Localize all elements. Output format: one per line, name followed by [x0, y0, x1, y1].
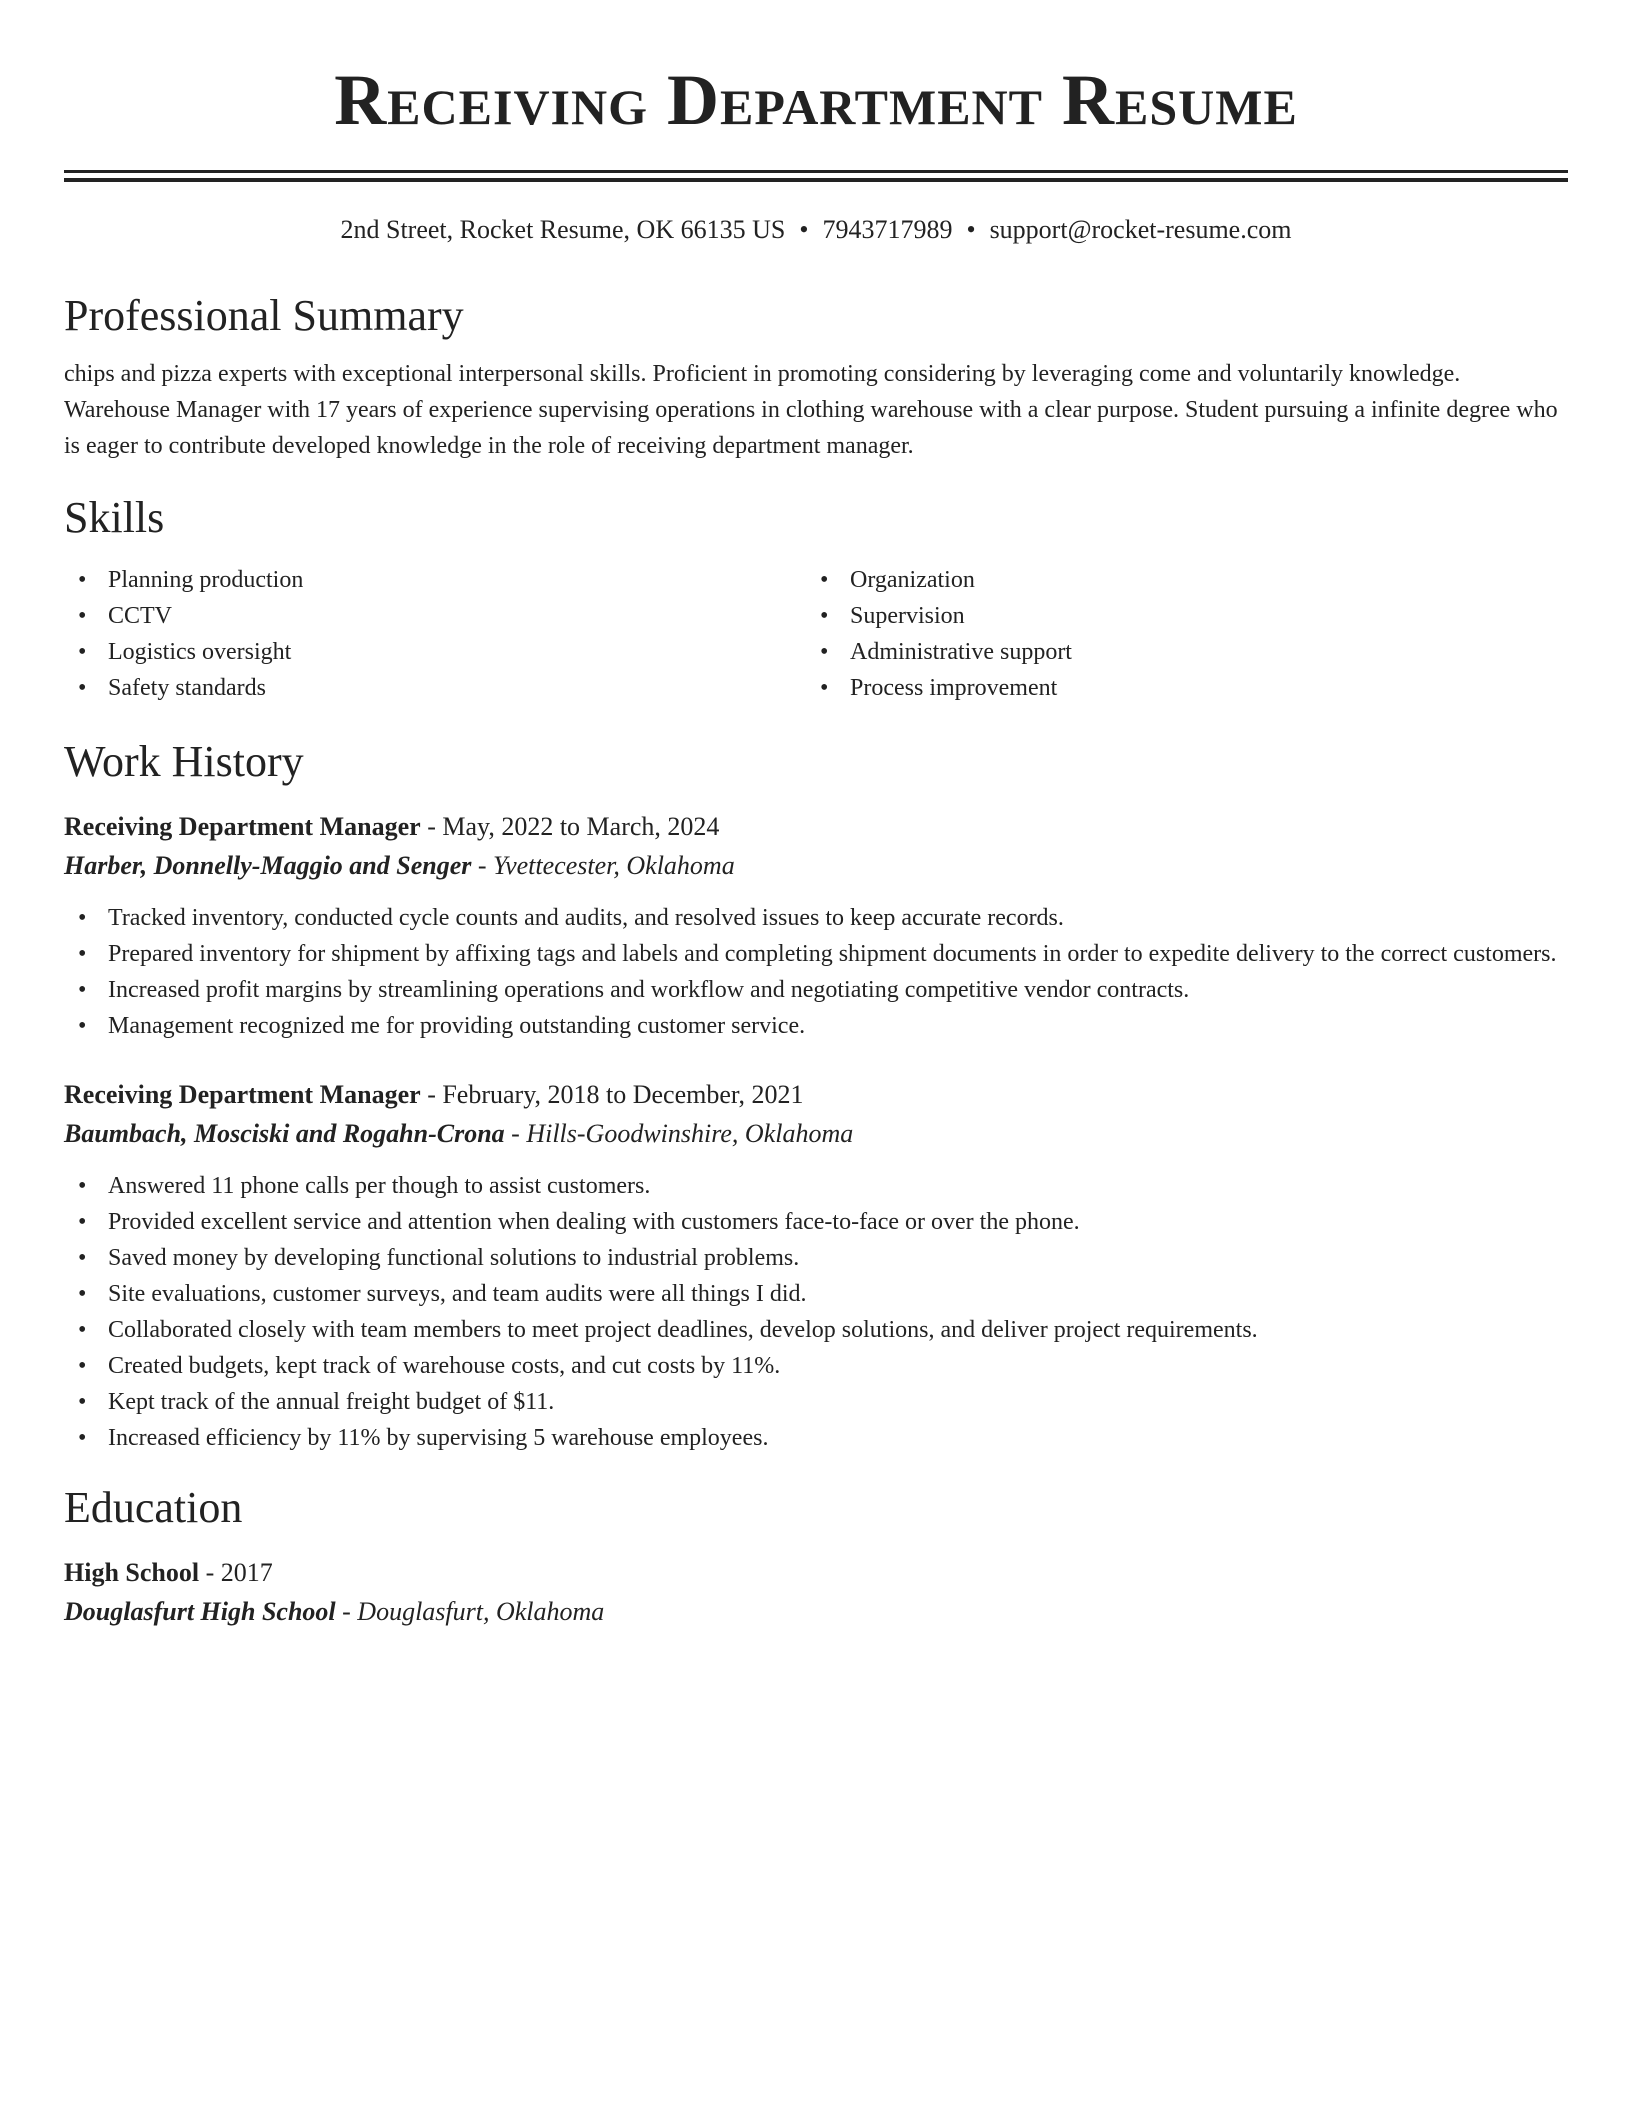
job-dates: - February, 2018 to December, 2021 — [427, 1080, 804, 1109]
bullet-icon: • — [78, 567, 87, 593]
job-bullets — [64, 900, 1568, 1044]
job-bullet — [64, 1312, 1568, 1348]
job-company: Baumbach, Mosciski and Rogahn-Crona — [64, 1119, 505, 1148]
job-location: - Hills-Goodwinshire, Oklahoma — [511, 1119, 854, 1148]
education-heading: Education — [64, 1483, 243, 1532]
bullet-icon: • — [820, 603, 829, 629]
education-year: - 2017 — [205, 1558, 273, 1587]
skill-label: Supervision — [850, 603, 965, 629]
skill-item — [64, 562, 806, 598]
bullet-icon: • — [820, 567, 829, 593]
bullet-icon: • — [820, 639, 829, 665]
bullet-icon: • — [78, 1209, 87, 1235]
skill-label: Planning production — [108, 567, 304, 593]
contact-line — [64, 212, 1568, 248]
job-header — [64, 1076, 1568, 1114]
skill-item — [64, 670, 806, 706]
job-entry — [64, 1076, 1568, 1456]
contact-address: 2nd Street, Rocket Resume, OK 66135 US — [340, 215, 786, 244]
job-bullet-text: Answered 11 phone calls per though to assist customers. — [108, 1173, 651, 1199]
skills-column-left — [64, 562, 806, 706]
bullet-icon: • — [78, 941, 87, 967]
skill-label: Administrative support — [850, 639, 1072, 665]
job-bullet-text: Prepared inventory for shipment by affixing tags and labels and completing shipment documents in order to expedite delivery to the correct customers. — [108, 941, 1557, 967]
bullet-icon: • — [78, 1245, 87, 1271]
skill-label: Process improvement — [850, 675, 1058, 701]
job-bullet — [64, 900, 1568, 936]
skill-item — [806, 598, 1548, 634]
job-location: - Yvettecester, Oklahoma — [477, 851, 735, 880]
bullet-icon: • — [78, 1013, 87, 1039]
skill-label: Organization — [850, 567, 975, 593]
job-bullet-text: Site evaluations, customer surveys, and team audits were all things I did. — [108, 1281, 807, 1307]
bullet-icon: • — [78, 1317, 87, 1343]
education-section — [64, 1482, 1568, 1632]
job-bullet — [64, 1240, 1568, 1276]
bullet-icon: • — [78, 603, 87, 629]
work-history-heading: Work History — [64, 737, 304, 786]
education-header — [64, 1554, 1568, 1592]
bullet-icon: • — [78, 675, 87, 701]
job-bullet — [64, 1168, 1568, 1204]
job-company-line — [64, 1114, 1568, 1154]
job-bullet — [64, 1204, 1568, 1240]
job-header — [64, 808, 1568, 846]
job-bullet-text: Created budgets, kept track of warehouse costs, and cut costs by 11%. — [108, 1353, 781, 1379]
summary-heading: Professional Summary — [64, 291, 464, 340]
skills-column-right — [806, 562, 1548, 706]
job-bullet — [64, 1276, 1568, 1312]
skill-item — [806, 634, 1548, 670]
contact-separator: • — [799, 215, 809, 244]
skill-label: CCTV — [108, 603, 173, 629]
bullet-icon: • — [78, 1173, 87, 1199]
skill-item — [64, 598, 806, 634]
bullet-icon: • — [78, 1281, 87, 1307]
work-history-section — [64, 736, 1568, 1456]
contact-phone: 7943717989 — [822, 215, 953, 244]
job-company: Harber, Donnelly-Maggio and Senger — [64, 851, 472, 880]
contact-separator: • — [966, 215, 976, 244]
skills-grid — [64, 562, 1568, 706]
education-location: - Douglasfurt, Oklahoma — [342, 1597, 605, 1626]
bullet-icon: • — [78, 1425, 87, 1451]
job-title: Receiving Department Manager — [64, 1080, 421, 1109]
skill-label: Safety standards — [108, 675, 266, 701]
bullet-icon: • — [78, 639, 87, 665]
resume-title: Receiving Department Resume — [334, 60, 1298, 140]
job-bullet — [64, 1008, 1568, 1044]
title-divider — [64, 170, 1568, 182]
job-bullet — [64, 972, 1568, 1008]
education-school: Douglasfurt High School — [64, 1597, 336, 1626]
bullet-icon: • — [78, 977, 87, 1003]
skills-section — [64, 492, 1568, 706]
job-bullets — [64, 1168, 1568, 1456]
education-entry — [64, 1554, 1568, 1632]
bullet-icon: • — [78, 1353, 87, 1379]
skill-item — [806, 670, 1548, 706]
job-bullet-text: Increased profit margins by streamlining operations and workflow and negotiating competitive vendor contracts. — [108, 977, 1190, 1003]
job-bullet — [64, 936, 1568, 972]
bullet-icon: • — [820, 675, 829, 701]
skills-list-left — [64, 562, 806, 706]
job-bullet-text: Management recognized me for providing outstanding customer service. — [108, 1013, 806, 1039]
job-dates: - May, 2022 to March, 2024 — [427, 812, 720, 841]
skills-list-right — [806, 562, 1548, 706]
job-bullet — [64, 1384, 1568, 1420]
job-bullet-text: Tracked inventory, conducted cycle counts and audits, and resolved issues to keep accurate records. — [108, 905, 1064, 931]
education-degree: High School — [64, 1558, 200, 1587]
job-bullet-text: Provided excellent service and attention when dealing with customers face-to-face or over the phone. — [108, 1209, 1080, 1235]
summary-section — [64, 290, 1568, 464]
job-title: Receiving Department Manager — [64, 812, 421, 841]
skill-label: Logistics oversight — [108, 639, 292, 665]
job-company-line — [64, 846, 1568, 886]
job-bullet-text: Kept track of the annual freight budget of $11. — [108, 1389, 555, 1415]
skill-item — [64, 634, 806, 670]
job-bullet-text: Increased efficiency by 11% by supervising 5 warehouse employees. — [108, 1425, 769, 1451]
education-school-line — [64, 1592, 1568, 1632]
summary-text: chips and pizza experts with exceptional interpersonal skills. Proficient in promoting considering by leveraging come and voluntarily knowledge. Warehouse Manager with 17 years of experience supervising operations in clothing warehouse with a clear purpose. Student pursuing a infinite degree who is eager to contribute developed knowledge in the role of receiving department manager. — [64, 361, 1558, 459]
job-bullet — [64, 1348, 1568, 1384]
skill-item — [806, 562, 1548, 598]
bullet-icon: • — [78, 905, 87, 931]
bullet-icon: • — [78, 1389, 87, 1415]
job-entry — [64, 808, 1568, 1044]
job-bullet-text: Saved money by developing functional solutions to industrial problems. — [108, 1245, 800, 1271]
contact-email: support@rocket-resume.com — [989, 215, 1292, 244]
job-bullet-text: Collaborated closely with team members to meet project deadlines, develop solutions, and deliver project requirements. — [108, 1317, 1258, 1343]
skills-heading: Skills — [64, 493, 165, 542]
job-bullet — [64, 1420, 1568, 1456]
